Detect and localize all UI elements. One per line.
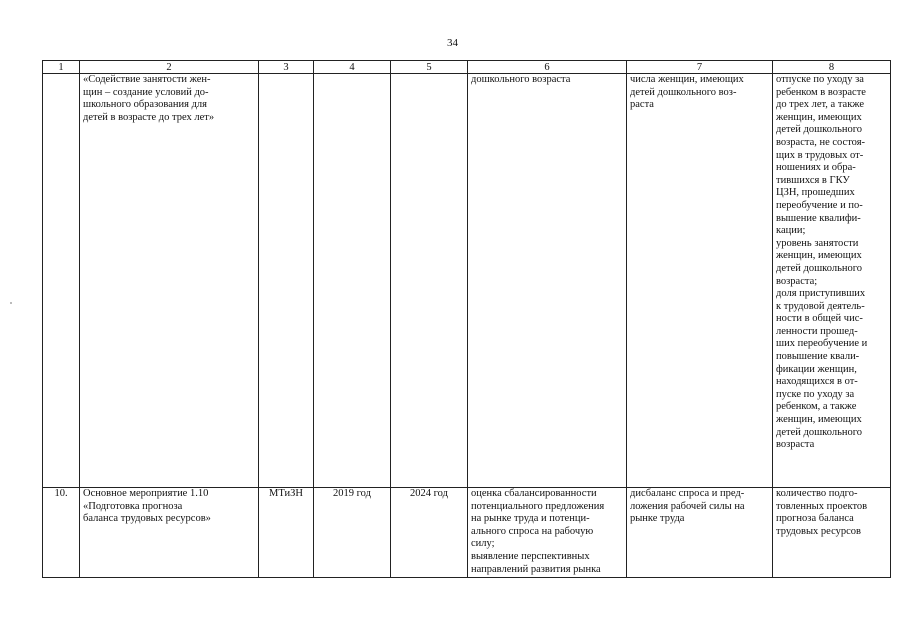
end-year: [391, 74, 468, 488]
table-row: [43, 488, 891, 578]
target-indicator: отпуске по уходу за ребенком в возрасте до трех лет, а также женщин, имеющих детей дошкольного возраста, не состоя- щих в трудовых от- ношениях и обра- тившихся в ГКУ ЦЗН, прошедших переобучение и по- вышение квалифи- кации; уровень занятости женщин, имеющих детей дошкольного возраста; доля приступивших к трудовой деятель- ности в общей чис- ленности прошед- ших переобучение и повышение квали- фикации женщин, находящихся в от- пуске по уходу за ребенком, а также женщин, имеющих детей дошкольного возраста: [773, 74, 891, 488]
measure-name: «Содействие занятости жен- щин – создание условий до- школьного образования для детей в возрасте до трех лет»: [80, 74, 259, 488]
column-header-2: 2: [80, 61, 259, 74]
target-indicator: количество подго- товленных проектов прогноза баланса трудовых ресурсов: [773, 488, 891, 578]
row-number: 10.: [43, 488, 80, 578]
executor: МТиЗН: [259, 488, 314, 578]
column-header-7: 7: [627, 61, 773, 74]
column-header-3: 3: [259, 61, 314, 74]
header-row: [43, 61, 891, 74]
column-header-8: 8: [773, 61, 891, 74]
non-implementation-consequence: дисбаланс спроса и пред- ложения рабочей силы на рынке труда: [627, 488, 773, 578]
column-header-1: 1: [43, 61, 80, 74]
program-table: [42, 60, 891, 578]
column-header-5: 5: [391, 61, 468, 74]
column-header-4: 4: [314, 61, 391, 74]
expected-result: дошкольного возраста: [468, 74, 627, 488]
start-year: 2019 год: [314, 488, 391, 578]
non-implementation-consequence: числа женщин, имеющих детей дошкольного воз- раста: [627, 74, 773, 488]
page-number: 34: [447, 37, 458, 49]
column-header-6: 6: [468, 61, 627, 74]
end-year: 2024 год: [391, 488, 468, 578]
executor: [259, 74, 314, 488]
expected-result: оценка сбалансированности потенциального предложения на рынке труда и потенци- ального спроса на рабочую силу; выявление перспективных направлений развития рынка: [468, 488, 627, 578]
scan-artifact: [10, 302, 12, 304]
table-row: [43, 74, 891, 488]
measure-name: Основное мероприятие 1.10 «Подготовка прогноза баланса трудовых ресурсов»: [80, 488, 259, 578]
start-year: [314, 74, 391, 488]
row-number: [43, 74, 80, 488]
